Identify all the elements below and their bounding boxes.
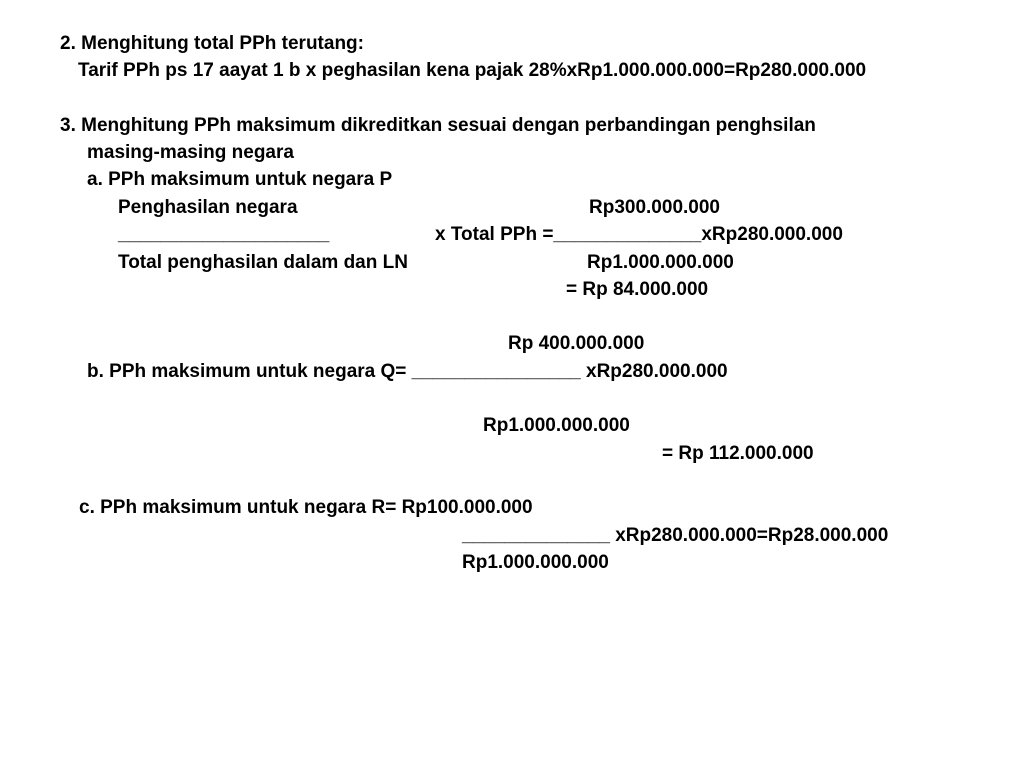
part-a-result: = Rp 84.000.000 bbox=[566, 279, 709, 300]
part-c-denominator: Rp1.000.000.000 bbox=[462, 552, 609, 573]
section-2-formula: Tarif PPh ps 17 aayat 1 b x peghasilan kena pajak 28%xRp1.000.000.000=Rp280.000.000 bbox=[78, 60, 867, 81]
part-b-result: = Rp 112.000.000 bbox=[662, 443, 814, 464]
section-2-heading: 2. Menghitung total PPh terutang: bbox=[60, 33, 364, 54]
part-a-multiply-text: x Total PPh =______________xRp280.000.000 bbox=[435, 224, 843, 245]
part-b-denominator: Rp1.000.000.000 bbox=[483, 415, 630, 436]
part-a-title: a. PPh maksimum untuk negara P bbox=[87, 169, 393, 190]
part-a-numerator-label: Penghasilan negara bbox=[118, 197, 298, 218]
part-c-fraction-line: ______________ xRp280.000.000=Rp28.000.000 bbox=[462, 525, 889, 546]
part-b-numerator: Rp 400.000.000 bbox=[508, 333, 645, 354]
section-3-heading-line1: 3. Menghitung PPh maksimum dikreditkan sesuai dengan perbandingan penghsilan bbox=[60, 115, 816, 136]
part-c-formula: c. PPh maksimum untuk negara R= Rp100.000.000 bbox=[79, 497, 533, 518]
part-a-fraction-bar: ____________________ bbox=[118, 224, 330, 245]
part-b-formula: b. PPh maksimum untuk negara Q= ________________ xRp280.000.000 bbox=[87, 361, 728, 382]
part-a-denominator-label: Total penghasilan dalam dan LN bbox=[118, 252, 408, 273]
part-a-numerator-value: Rp300.000.000 bbox=[589, 197, 720, 218]
section-3-heading-line2: masing-masing negara bbox=[87, 142, 294, 163]
part-a-denominator-value: Rp1.000.000.000 bbox=[587, 252, 734, 273]
